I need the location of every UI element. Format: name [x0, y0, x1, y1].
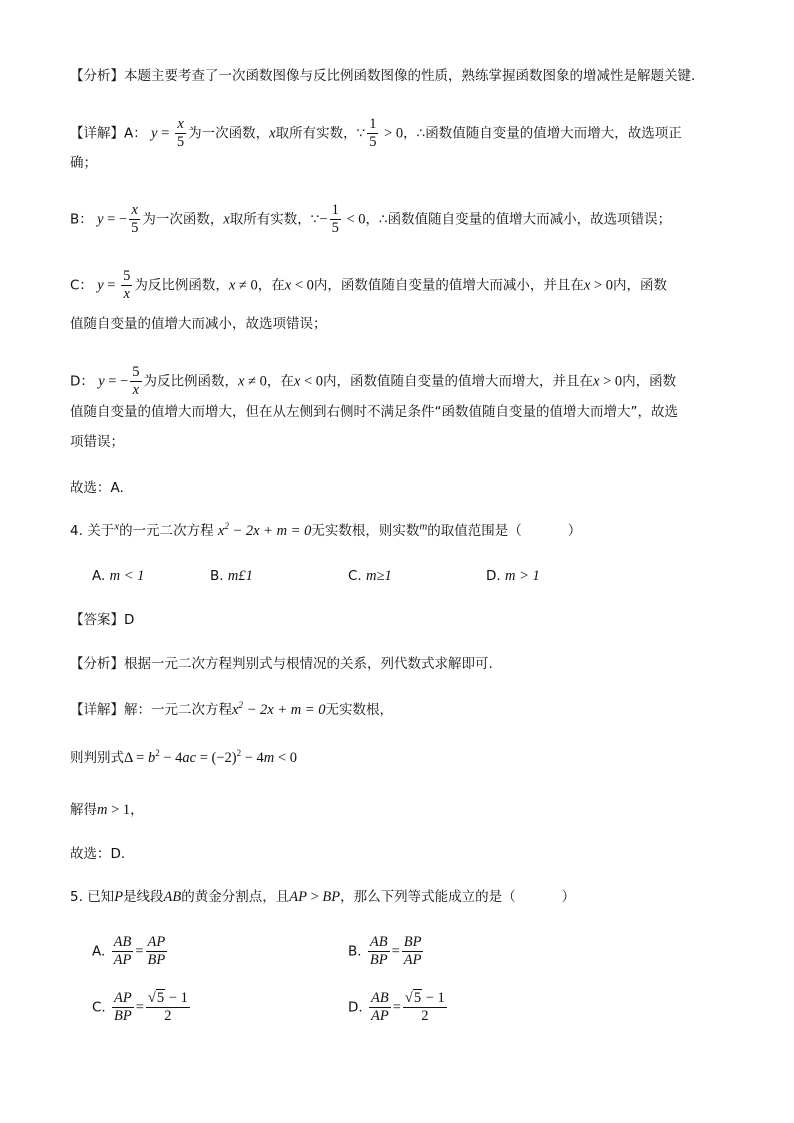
text: ，∴函数值随自变量的值增大而减小，故选项错误；	[365, 211, 672, 228]
text: 为反比例函数，	[134, 277, 229, 294]
analysis-text: 本题主要考查了一次函数图像与反比例函数图像的性质，熟练掌握函数图象的增减性是解题关键.	[124, 68, 696, 84]
q4-option-a	[92, 566, 144, 586]
q4-option-c	[348, 566, 392, 586]
text: 取所有实数，∵	[229, 211, 320, 228]
text: 取所有实数，∵	[275, 125, 366, 142]
text: ，	[130, 802, 144, 818]
text: 内，函数值随自变量的值增大而增大，并且在	[323, 373, 594, 390]
text: 为一次函数，	[142, 211, 224, 228]
fraction-1-over-5: $\frac{1}{5}$	[369, 116, 377, 150]
text: 无实数根，则实数	[311, 523, 420, 539]
text: 确；	[70, 155, 97, 171]
question-number: 4.	[70, 523, 83, 539]
text: 项错误；	[70, 434, 124, 450]
option-letter: B.	[348, 943, 362, 960]
q5-option-c: C. $\frac{AP}{BP}$ = $\frac{√5 - 1}{2}$	[92, 990, 188, 1024]
option-letter: C.	[348, 568, 362, 584]
q4-option-d	[486, 566, 540, 586]
text: 内，函数	[613, 277, 668, 294]
option-expr: m < 1	[109, 568, 145, 584]
text: 则判别式	[70, 750, 124, 766]
option-letter: D.	[486, 568, 501, 584]
option-d-prefix: D：	[70, 373, 94, 390]
fraction-1-over-5: $\frac{1}{5}$	[331, 202, 339, 236]
text: 的取值范围是（	[427, 523, 522, 539]
text: 是线段	[123, 889, 164, 905]
text: 关于	[87, 523, 115, 539]
option-letter: A.	[92, 568, 106, 584]
text: ）	[561, 889, 576, 905]
option-letter: C.	[92, 999, 106, 1016]
option-b-prefix: B：	[70, 211, 93, 228]
text: 解得	[70, 802, 97, 818]
option-c-prefix: C：	[70, 277, 93, 294]
text: 内，函数值随自变量的值增大而减小，并且在	[313, 277, 584, 294]
option-letter: A.	[92, 943, 106, 960]
analysis-label: 【分析】	[70, 68, 124, 84]
question-number: 5.	[70, 889, 83, 905]
answer-value: D	[124, 612, 135, 628]
option-a-prefix: A：	[124, 125, 147, 142]
q5-option-d: D. $\frac{AB}{AP}$ = $\frac{√5 - 1}{2}$	[348, 990, 445, 1024]
detail-label: 【详解】	[70, 702, 124, 718]
option-expr: m£1	[227, 568, 253, 584]
answer-label: 【答案】	[70, 612, 124, 628]
text: ，在	[257, 277, 285, 294]
fraction-x-over-5: $\frac{x}{5}$	[176, 116, 185, 150]
option-expr: m > 1	[504, 568, 540, 584]
option-letter: B.	[210, 568, 224, 584]
text: ）	[567, 523, 582, 539]
text: 内，函数	[622, 373, 677, 390]
fraction-5-over-x: $\frac{5}{x}$	[123, 268, 131, 302]
var-x: x	[269, 125, 276, 142]
analysis-text: 根据一元二次方程判别式与根情况的关系，列代数式求解即可.	[124, 656, 493, 672]
choose-text: 故选：A.	[70, 480, 124, 496]
text: 为反比例函数，	[143, 373, 238, 390]
text: 的一元二次方程	[119, 523, 214, 539]
discriminant-formula: $\Delta = b^2 - 4ac = (-2)^2 - 4m < 0$	[124, 748, 297, 766]
text: ，在	[266, 373, 294, 390]
fraction-5-over-x: $\frac{5}{x}$	[132, 364, 140, 398]
q5-option-a: A. $\frac{AB}{AP}$ = $\frac{AP}{BP}$	[92, 934, 166, 968]
equation: $x^2 - 2x + m = 0$	[217, 521, 312, 539]
text: 无实数根，	[325, 702, 393, 718]
detail-label: 【详解】	[70, 125, 124, 142]
text: 的黄金分割点，且	[181, 889, 290, 905]
text: ，那么下列等式能成立的是（	[340, 889, 516, 905]
option-expr: m≥1	[366, 568, 392, 584]
analysis-label: 【分析】	[70, 656, 124, 672]
text: 为一次函数，	[188, 125, 270, 142]
choose-text: 故选：D.	[70, 846, 126, 862]
text: 值随自变量的值增大而减小，故选项错误；	[70, 316, 327, 332]
fraction-x-over-5: $\frac{x}{5}$	[131, 202, 139, 236]
q5-option-b: B. $\frac{AB}{BP}$ = $\frac{BP}{AP}$	[348, 934, 422, 968]
q4-option-b	[210, 566, 253, 586]
text: ，∴函数值随自变量的值增大而增大，故选项正	[403, 125, 682, 142]
text: 值随自变量的值增大而增大，但在从左侧到右侧时不满足条件“函数值随自变量的值增大而增大”，故选	[70, 404, 678, 420]
text: 解：一元二次方程	[124, 702, 232, 718]
option-letter: D.	[348, 999, 363, 1016]
text: 已知	[87, 889, 115, 905]
equation-y: y	[151, 125, 158, 142]
